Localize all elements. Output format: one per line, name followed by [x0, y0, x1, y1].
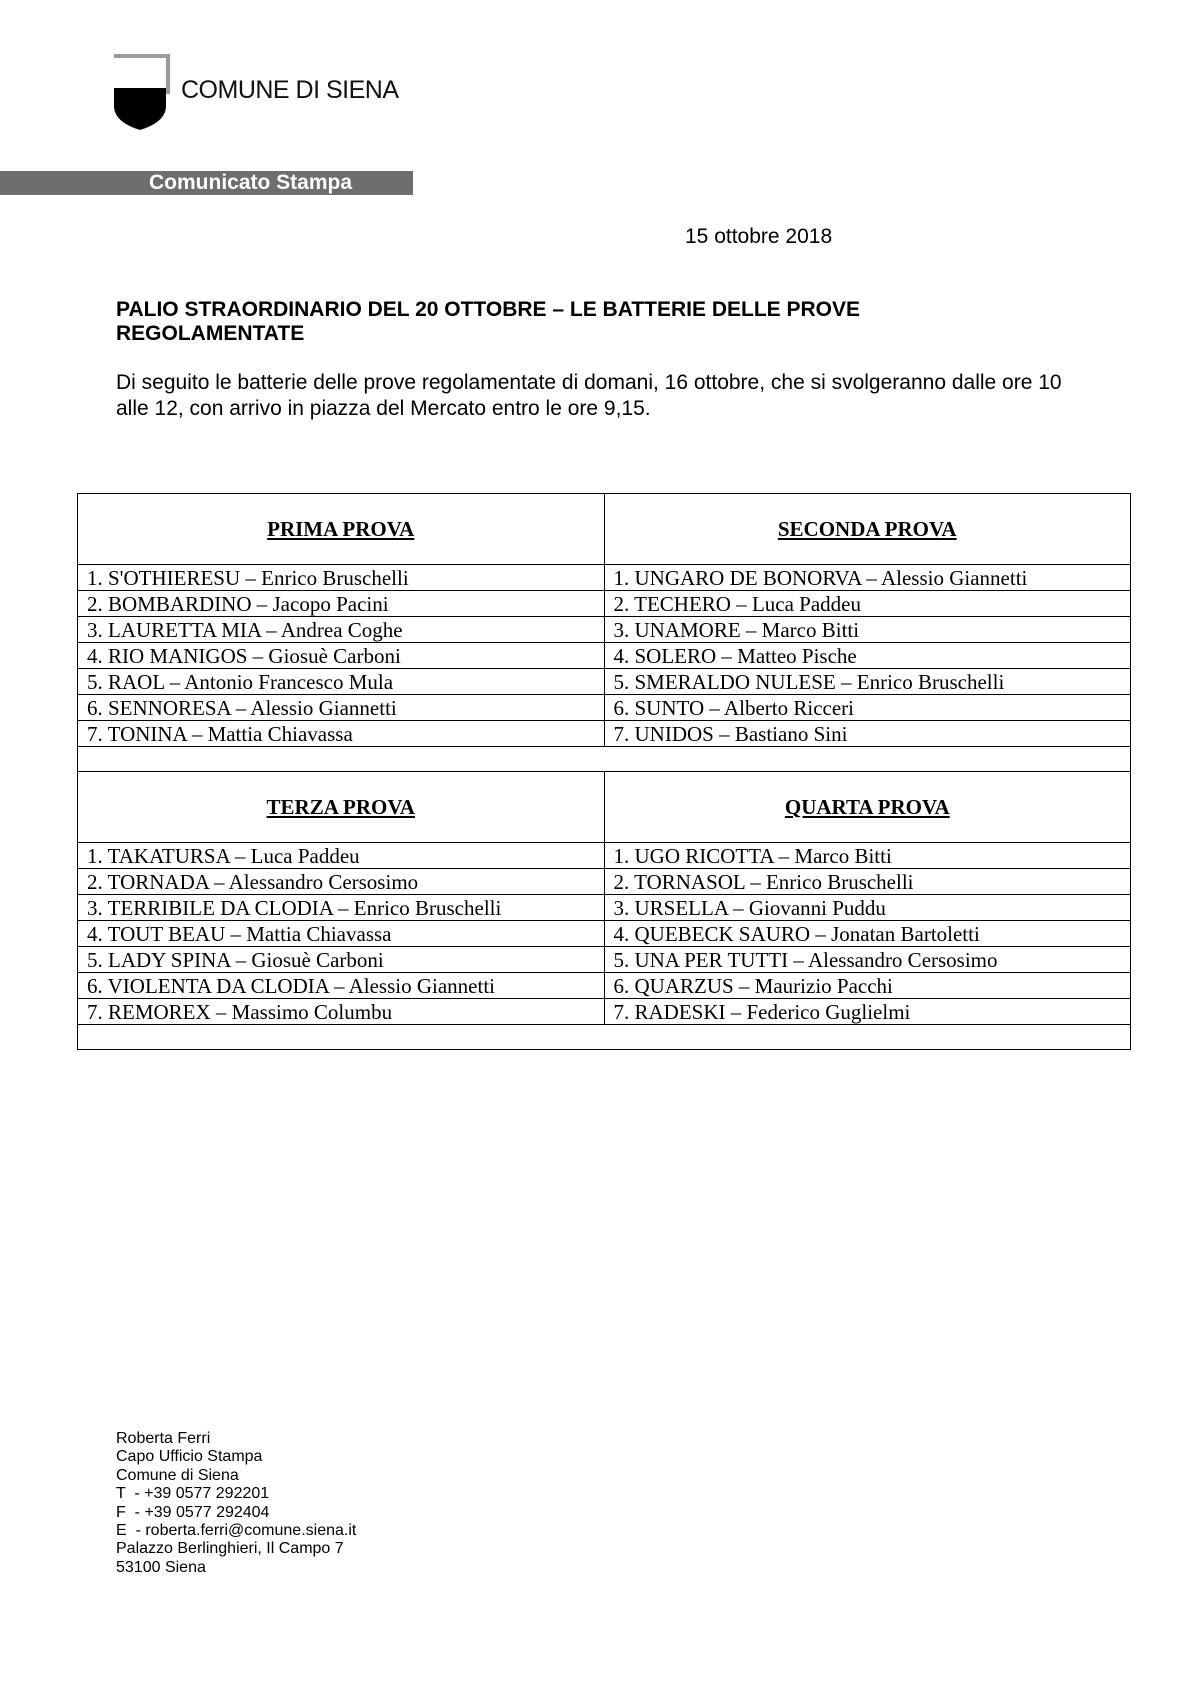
horse-jockey-cell: 2. TECHERO – Luca Paddeu: [604, 591, 1131, 617]
trial-header: QUARTA PROVA: [604, 772, 1131, 843]
horse-jockey-cell: 4. RIO MANIGOS – Giosuè Carboni: [78, 643, 605, 669]
horse-jockey-cell: 5. UNA PER TUTTI – Alessandro Cersosimo: [604, 947, 1131, 973]
horse-jockey-cell: 3. LAURETTA MIA – Andrea Coghe: [78, 617, 605, 643]
table-row: [78, 721, 1131, 747]
table-row: [78, 617, 1131, 643]
table-row: [78, 895, 1131, 921]
table-row: [78, 869, 1131, 895]
horse-jockey-cell: 1. UGO RICOTTA – Marco Bitti: [604, 843, 1131, 869]
footer-line: F - +39 0577 292404: [116, 1503, 270, 1521]
horse-jockey-cell: 5. SMERALDO NULESE – Enrico Bruschelli: [604, 669, 1131, 695]
empty-row: [78, 1025, 1131, 1050]
horse-jockey-cell: 6. QUARZUS – Maurizio Pacchi: [604, 973, 1131, 999]
horse-jockey-cell: 6. VIOLENTA DA CLODIA – Alessio Giannetti: [78, 973, 605, 999]
footer-line: 53100 Siena: [116, 1558, 206, 1576]
horse-jockey-cell: 3. TERRIBILE DA CLODIA – Enrico Bruschelli: [78, 895, 605, 921]
table-row: [78, 947, 1131, 973]
table-row: [78, 843, 1131, 869]
trials-table: [77, 493, 1131, 1050]
horse-jockey-cell: 4. QUEBECK SAURO – Jonatan Bartoletti: [604, 921, 1131, 947]
table-row: [78, 695, 1131, 721]
trial-header: TERZA PROVA: [78, 772, 605, 843]
logo-text: COMUNE DI SIENA: [181, 76, 399, 104]
document-title: PALIO STRAORDINARIO DEL 20 OTTOBRE – LE BATTERIE DELLE PROVE REGOLAMENTATE: [116, 298, 861, 345]
table-row: [78, 643, 1131, 669]
footer-line: Comune di Siena: [116, 1466, 239, 1484]
horse-jockey-cell: 2. TORNADA – Alessandro Cersosimo: [78, 869, 605, 895]
horse-jockey-cell: 1. TAKATURSA – Luca Paddeu: [78, 843, 605, 869]
date: 15 ottobre 2018: [685, 225, 833, 248]
table-header-row: [78, 772, 1131, 843]
table-row: [78, 669, 1131, 695]
footer-line: Palazzo Berlinghieri, Il Campo 7: [116, 1540, 344, 1558]
siena-shield-logo-icon: [112, 54, 174, 132]
footer-line: Roberta Ferri: [116, 1430, 211, 1447]
table-row: [78, 921, 1131, 947]
horse-jockey-cell: 6. SENNORESA – Alessio Giannetti: [78, 695, 605, 721]
empty-cell: [78, 747, 1131, 772]
intro-paragraph: Di seguito le batterie delle prove regolamentate di domani, 16 ottobre, che si svolgeranno dalle ore 10 alle 12, con arrivo in piazza del Mercato entro le ore 9,15.: [116, 371, 1062, 420]
table-row: [78, 565, 1131, 591]
horse-jockey-cell: 1. S'OTHIERESU – Enrico Bruschelli: [78, 565, 605, 591]
horse-jockey-cell: 2. TORNASOL – Enrico Bruschelli: [604, 869, 1131, 895]
footer-line: E - roberta.ferri@comune.siena.it: [116, 1522, 357, 1540]
footer-line: T - +39 0577 292201: [116, 1485, 270, 1503]
trial-header: PRIMA PROVA: [78, 494, 605, 565]
empty-row: [78, 747, 1131, 772]
horse-jockey-cell: 3. URSELLA – Giovanni Puddu: [604, 895, 1131, 921]
horse-jockey-cell: 1. UNGARO DE BONORVA – Alessio Giannetti: [604, 565, 1131, 591]
horse-jockey-cell: 7. RADESKI – Federico Guglielmi: [604, 999, 1131, 1025]
empty-cell: [78, 1025, 1131, 1050]
horse-jockey-cell: 4. TOUT BEAU – Mattia Chiavassa: [78, 921, 605, 947]
table-row: [78, 973, 1131, 999]
horse-jockey-cell: 4. SOLERO – Matteo Pische: [604, 643, 1131, 669]
press-release-banner: [0, 171, 413, 195]
horse-jockey-cell: 7. TONINA – Mattia Chiavassa: [78, 721, 605, 747]
horse-jockey-cell: 5. RAOL – Antonio Francesco Mula: [78, 669, 605, 695]
horse-jockey-cell: 7. UNIDOS – Bastiano Sini: [604, 721, 1131, 747]
contact-footer: [116, 1430, 356, 1577]
horse-jockey-cell: 5. LADY SPINA – Giosuè Carboni: [78, 947, 605, 973]
table-row: [78, 591, 1131, 617]
horse-jockey-cell: 2. BOMBARDINO – Jacopo Pacini: [78, 591, 605, 617]
horse-jockey-cell: 7. REMOREX – Massimo Columbu: [78, 999, 605, 1025]
table-row: [78, 999, 1131, 1025]
table-header-row: [78, 494, 1131, 565]
horse-jockey-cell: 3. UNAMORE – Marco Bitti: [604, 617, 1131, 643]
horse-jockey-cell: 6. SUNTO – Alberto Ricceri: [604, 695, 1131, 721]
footer-line: Capo Ufficio Stampa: [116, 1448, 263, 1466]
trial-header: SECONDA PROVA: [604, 494, 1131, 565]
banner-label: Comunicato Stampa: [149, 171, 353, 194]
